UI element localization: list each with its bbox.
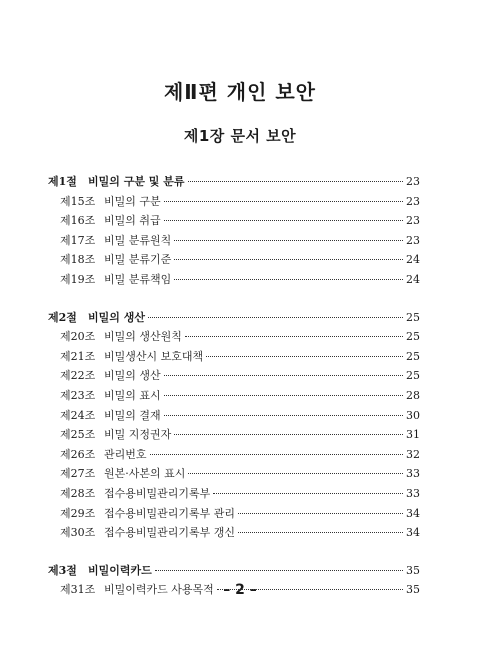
article-number: 제16조 (60, 214, 96, 228)
article-page-number: 25 (406, 349, 420, 363)
toc-article-row (48, 425, 420, 445)
article-number: 제30조 (60, 526, 96, 540)
article-title: 비밀생산시 보호대책 (104, 349, 204, 363)
dot-leader (206, 356, 403, 357)
part-title: 제Ⅱ편 개인 보안 (163, 80, 317, 104)
table-of-contents (48, 172, 420, 600)
article-number: 제18조 (60, 253, 96, 267)
dot-leader (188, 181, 404, 182)
article-number: 제25조 (60, 428, 96, 442)
article-number: 제22조 (60, 369, 96, 383)
section-title: 비밀의 구분 및 분류 (88, 175, 185, 188)
dot-leader (174, 240, 403, 241)
toc-article-row (48, 406, 420, 426)
article-title: 접수용비밀관리기록부 갱신 (104, 526, 236, 540)
dot-leader (164, 415, 403, 416)
toc-article-row (48, 347, 420, 367)
dot-leader (164, 375, 403, 376)
dot-leader (174, 434, 403, 435)
article-title: 비밀이력카드 사용목적 (104, 583, 214, 597)
article-page-number: 23 (406, 233, 420, 247)
toc-section-row (48, 308, 420, 328)
article-page-number: 30 (406, 408, 420, 422)
chapter-title: 제1장 문서 보안 (183, 127, 297, 145)
dot-leader (238, 532, 403, 533)
dot-leader (185, 336, 403, 337)
section-page-number: 35 (406, 563, 420, 577)
article-number: 제21조 (60, 349, 96, 363)
toc-section-row (48, 561, 420, 581)
article-page-number: 35 (406, 583, 420, 597)
toc-article-row (48, 523, 420, 543)
article-page-number: 23 (406, 194, 420, 208)
page-number-footer: – 2 – (223, 582, 257, 598)
article-title: 비밀 분류기준 (104, 253, 172, 267)
section-number: 제3절 (48, 563, 77, 577)
article-title: 비밀 분류책임 (104, 272, 172, 286)
dot-leader (213, 493, 403, 494)
section-number: 제1절 (48, 175, 77, 188)
article-page-number: 34 (406, 526, 420, 540)
toc-article-row (48, 211, 420, 231)
section-title: 비밀이력카드 (88, 563, 152, 577)
article-number: 제20조 (60, 330, 96, 344)
toc-article-row (48, 445, 420, 465)
section-page-number: 23 (406, 175, 420, 188)
article-number: 제23조 (60, 388, 96, 402)
article-page-number: 33 (406, 467, 420, 481)
article-page-number: 25 (406, 330, 420, 344)
article-page-number: 24 (406, 272, 420, 286)
article-page-number: 31 (406, 428, 420, 442)
article-number: 제29조 (60, 506, 96, 520)
article-number: 제26조 (60, 447, 96, 461)
toc-article-row (48, 386, 420, 406)
article-title: 비밀 분류원칙 (104, 233, 172, 247)
article-page-number: 32 (406, 447, 420, 461)
dot-leader (155, 570, 403, 571)
article-page-number: 25 (406, 369, 420, 383)
toc-article-row (48, 250, 420, 270)
toc-article-row (48, 366, 420, 386)
dot-leader (164, 220, 403, 221)
article-page-number: 24 (406, 253, 420, 267)
article-title: 비밀의 생산원칙 (104, 330, 182, 344)
article-title: 관리번호 (104, 447, 147, 461)
toc-article-row (48, 504, 420, 524)
article-page-number: 34 (406, 506, 420, 520)
article-title: 접수용비밀관리기록부 (104, 486, 211, 500)
article-number: 제31조 (60, 583, 96, 597)
dot-leader (174, 279, 403, 280)
dot-leader (148, 317, 403, 318)
toc-section-row (48, 172, 420, 192)
article-number: 제24조 (60, 408, 96, 422)
article-title: 비밀의 표시 (104, 388, 161, 402)
article-page-number: 23 (406, 214, 420, 228)
article-title: 비밀의 구분 (104, 194, 161, 208)
dot-leader (238, 513, 403, 514)
article-number: 제27조 (60, 467, 96, 481)
toc-article-row (48, 327, 420, 347)
article-number: 제28조 (60, 486, 96, 500)
article-title: 비밀의 결재 (104, 408, 161, 422)
article-title: 비밀의 생산 (104, 369, 161, 383)
section-title: 비밀의 생산 (88, 310, 145, 324)
article-title: 접수용비밀관리기록부 관리 (104, 506, 236, 520)
toc-article-row (48, 231, 420, 251)
section-spacer (48, 290, 420, 308)
article-page-number: 33 (406, 486, 420, 500)
toc-article-row (48, 464, 420, 484)
article-number: 제15조 (60, 194, 96, 208)
article-number: 제17조 (60, 233, 96, 247)
section-spacer (48, 543, 420, 561)
toc-article-row (48, 270, 420, 290)
article-number: 제19조 (60, 272, 96, 286)
article-title: 원본·사본의 표시 (104, 467, 186, 481)
toc-article-row (48, 484, 420, 504)
toc-article-row (48, 192, 420, 212)
article-page-number: 28 (406, 388, 420, 402)
article-title: 비밀 지정권자 (104, 428, 172, 442)
dot-leader (174, 259, 403, 260)
dot-leader (150, 454, 403, 455)
dot-leader (164, 201, 403, 202)
section-page-number: 25 (406, 310, 420, 324)
section-number: 제2절 (48, 310, 77, 324)
article-title: 비밀의 취급 (104, 214, 161, 228)
dot-leader (188, 473, 403, 474)
dot-leader (164, 395, 403, 396)
